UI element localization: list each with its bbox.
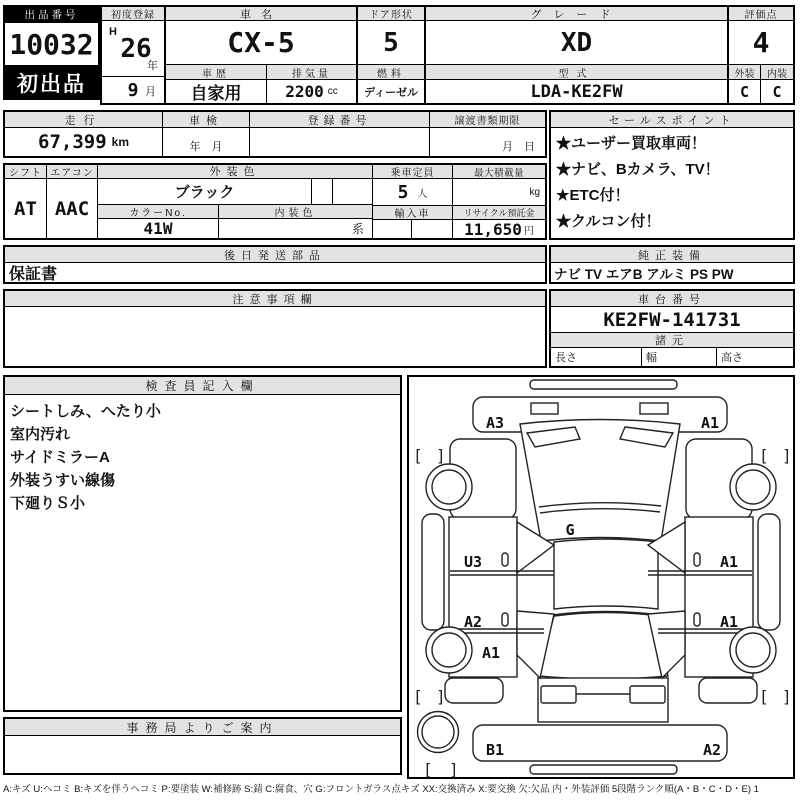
grade-block [424, 5, 729, 105]
first-registration-month: 9 月 [127, 79, 156, 101]
registration-number-label: 登録番号 [250, 112, 430, 128]
displacement-label: 排気量 [267, 65, 356, 80]
right-sill-panel [758, 514, 780, 630]
fuel-label: 燃料 [358, 65, 424, 80]
sales-point-item: ★クルコン付！ [556, 213, 661, 230]
bracket: ] [436, 687, 446, 706]
chassis-no-value: KE2FW-141731 [603, 308, 741, 331]
sales-points-block [549, 110, 795, 240]
chassis-block [549, 289, 795, 368]
max-load-value: kg [453, 179, 545, 206]
color-capacity-row [3, 163, 547, 240]
lot-label: 出品番号 [5, 7, 98, 23]
roof-panel [554, 539, 658, 609]
caution-block [3, 289, 547, 368]
interior-color-label: 内装色 [219, 205, 372, 219]
damage-diagram [407, 375, 795, 779]
damage-label-rear-left: B1 [485, 741, 505, 759]
equipment-label: 純正装備 [551, 247, 793, 263]
exterior-grade-label: 外装 [729, 65, 761, 80]
door-shape-block [356, 5, 426, 105]
aircon-label: エアコン [47, 165, 97, 179]
capacity-label: 乗車定員 [373, 165, 452, 179]
left-sill-panel [422, 514, 444, 630]
damage-label-front-right: A1 [700, 414, 720, 432]
sales-points-label: セールスポイント [551, 112, 793, 128]
front-bumper-detail-right [640, 403, 668, 414]
inspection-value: 年 月 [163, 128, 250, 156]
bracket: ] [449, 760, 459, 777]
specs-label: 諸元 [551, 332, 793, 348]
model-code-value: LDA-KE2FW [530, 81, 623, 102]
damage-label-glass: G [565, 521, 575, 539]
damage-label-door-rear-right: A1 [719, 613, 739, 631]
grade-value: XD [426, 21, 727, 65]
tail-lamp-right [630, 686, 665, 703]
inspection-label: 車検 [163, 112, 250, 128]
damage-label-rear-right: A2 [702, 741, 722, 759]
first-registration-year: H 26 年 [102, 21, 164, 77]
damage-label-front-left: A3 [485, 414, 505, 432]
later-parts-block [3, 245, 547, 284]
inspector-note: 下廻りＳ小 [10, 495, 86, 512]
inspector-label: 検査員記入欄 [5, 377, 400, 395]
score-label: 評価点 [729, 7, 793, 21]
car-name-value: CX-5 [166, 21, 356, 65]
interior-grade-label: 内装 [761, 65, 793, 80]
first-registration-block [100, 5, 166, 105]
inspector-note: 室内汚れ [10, 426, 71, 443]
front-roof-strip [530, 380, 677, 389]
shift-value: AT [14, 197, 37, 220]
office-block [3, 717, 402, 775]
sales-point-item: ★ユーザー買取車両！ [556, 135, 707, 152]
chassis-no-label: 車台番号 [551, 291, 793, 307]
inspector-notes [5, 395, 400, 515]
year-unit: 年 [147, 60, 158, 72]
rear-roof-strip [530, 765, 677, 774]
first-registration-label: 初度登録 [102, 7, 164, 21]
bracket: [ [423, 760, 433, 777]
era-mark: H [109, 26, 117, 38]
later-parts-value: 保証書 [9, 266, 58, 282]
front-bumper-detail-left [531, 403, 558, 414]
color-no-value: 41W [98, 219, 219, 238]
right-front-door-handle [694, 553, 700, 566]
import-car-cell [373, 220, 412, 238]
sales-point-item: ★ETC付！ [556, 187, 630, 204]
lot-number: 10032 [5, 23, 98, 67]
exterior-color-label: 外装色 [98, 165, 372, 179]
recycle-deposit-unit: 円 [523, 225, 534, 237]
car-diagram-svg [409, 377, 793, 777]
interior-color-value: 系 [351, 222, 364, 236]
color-no-label: カラーNo. [98, 205, 219, 219]
caution-label: 注意事項欄 [5, 291, 545, 307]
left-rear-door-handle [502, 613, 508, 626]
transfer-deadline-label: 譲渡書類期限 [430, 112, 545, 128]
bracket: [ [413, 687, 423, 706]
inspector-note: 外装うすい線傷 [10, 472, 116, 489]
capacity-unit: 人 [417, 188, 428, 200]
bracket: ] [436, 446, 446, 465]
month-unit: 月 [145, 86, 156, 98]
spare-wheel-inner [422, 716, 454, 748]
door-shape-value: 5 [358, 21, 424, 65]
import-car-label: 輸入車 [373, 206, 452, 220]
equipment-block [549, 245, 795, 284]
exterior-grade-value: C [729, 80, 761, 103]
recycle-deposit-label: リサイクル預託金 [453, 206, 545, 220]
recycle-deposit-value: 11,650 円 [464, 220, 534, 238]
rear-left-wheel-inner [432, 633, 466, 667]
sales-point-item: ★ナビ、Bカメラ、TV！ [556, 161, 720, 178]
bracket: [ [759, 687, 769, 706]
tail-lamp-left [541, 686, 576, 703]
rear-right-wheel-inner [736, 633, 770, 667]
inspector-note: シートしみ、へたり小 [10, 403, 161, 420]
damage-label-door-front-right: A1 [719, 553, 739, 571]
bracket: [ [759, 446, 769, 465]
fuel-value: ディーゼル [364, 86, 418, 99]
inspector-block [3, 375, 402, 712]
sales-points-list [551, 128, 793, 235]
left-front-door-handle [502, 553, 508, 566]
mileage-label: 走行 [5, 112, 163, 128]
max-load-label: 最大積載量 [453, 165, 545, 179]
car-name-label: 車名 [166, 7, 356, 21]
history-label: 車歴 [166, 65, 267, 80]
inspector-note: サイドミラーA [10, 449, 110, 466]
score-value: 4 [729, 21, 793, 65]
bracket: ] [782, 446, 792, 465]
damage-label-door-front-left: U3 [463, 553, 483, 571]
equipment-value: ナビ TV エアB アルミ PS PW [554, 266, 734, 282]
spec-height-label: 高さ [721, 352, 743, 364]
exterior-color-sub-cell [312, 179, 333, 204]
damage-code-legend: A:キズ U:ヘコミ B:キズを伴うヘコミ P:要塗装 W:補修跡 S:錆 C:腐食、穴 G:フロントガラス点キズ XX:交換済み X:要交換 欠:欠品 内・外装評価 5段階ランク順(A・B・C・D・E) 1 [3, 784, 759, 795]
grade-label: グレード [426, 7, 727, 21]
model-code-label: 型式 [426, 65, 727, 80]
left-rear-quarter [445, 678, 503, 703]
rear-glass [538, 613, 668, 680]
rear-bumper [473, 725, 727, 761]
mileage-value: 67,399 km [5, 128, 163, 156]
interior-grade-value: C [772, 82, 782, 101]
door-shape-label: ドア形状 [358, 7, 424, 21]
transfer-deadline-value: 月 日 [502, 141, 535, 153]
front-right-wheel-inner [736, 470, 770, 504]
history-value: 自家用 [166, 80, 267, 103]
bracket: ] [782, 687, 792, 706]
aircon-value: AAC [54, 197, 90, 220]
right-rear-quarter [699, 678, 757, 703]
exterior-color-sub-cell2 [333, 179, 372, 204]
right-rear-door-handle [694, 613, 700, 626]
front-left-wheel-inner [432, 470, 466, 504]
bracket: [ [413, 446, 423, 465]
later-parts-label: 後日発送部品 [5, 247, 545, 263]
office-label: 事務局よりご案内 [5, 719, 400, 736]
shift-label: シフト [5, 165, 46, 179]
first-listing-badge: 初出品 [5, 67, 98, 98]
spec-length-label: 長さ [551, 348, 642, 366]
exterior-color-value: ブラック [98, 179, 312, 204]
damage-label-door-rear-left: A2 [463, 613, 483, 631]
score-block [727, 5, 795, 105]
lot-block [3, 5, 100, 100]
damage-label-quarter-rear-left: A1 [481, 644, 501, 662]
registration-number-value [250, 128, 430, 156]
capacity-value: 5 人 [373, 179, 452, 206]
import-car-cell2 [412, 220, 452, 238]
mileage-row [3, 110, 547, 158]
displacement-unit: cc [327, 86, 338, 97]
spec-width-label: 幅 [642, 348, 717, 366]
displacement-value: 2200 cc [285, 82, 338, 101]
car-name-block [164, 5, 358, 105]
mileage-unit: km [111, 135, 129, 149]
